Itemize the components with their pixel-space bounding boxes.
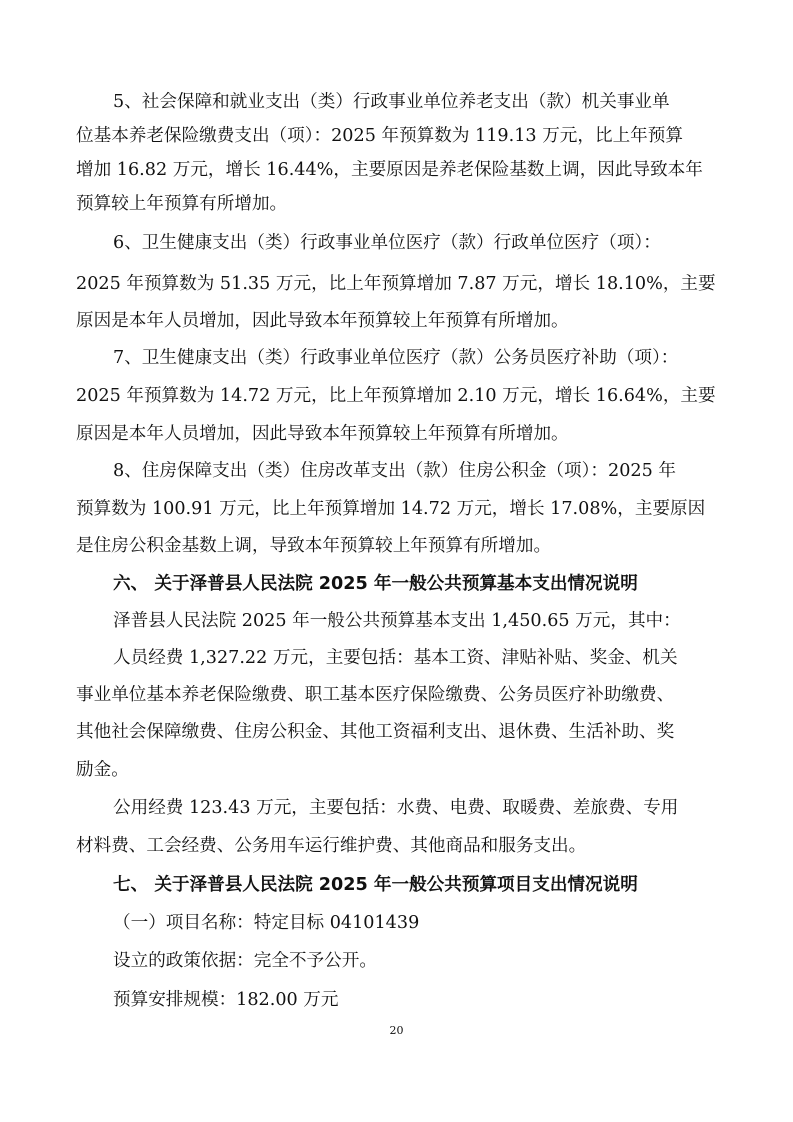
para-6-line-2: 2025 年预算数为 51.35 万元，比上年预算增加 7.87 万元，增长 18.10%，主要 bbox=[76, 274, 716, 294]
para-7-line-1: 7、卫生健康支出（类）行政事业单位医疗（款）公务员医疗补助（项）： bbox=[113, 348, 679, 368]
basic-expense-summary: 泽普县人民法院 2025 年一般公共预算基本支出 1,450.65 万元，其中： bbox=[113, 611, 681, 631]
para-8-line-1: 8、住房保障支出（类）住房改革支出（款）住房公积金（项）：2025 年 bbox=[113, 461, 676, 481]
section-6-heading: 六、 关于泽普县人民法院 2025 年一般公共预算基本支出情况说明 bbox=[113, 574, 638, 594]
para-8-line-3: 是住房公积金基数上调，导致本年预算较上年预算有所增加。 bbox=[76, 536, 552, 556]
page-number: 20 bbox=[389, 1024, 404, 1037]
policy-basis: 设立的政策依据：完全不予公开。 bbox=[113, 951, 377, 971]
personnel-line-3: 其他社会保障缴费、住房公积金、其他工资福利支出、退休费、生活补助、奖 bbox=[76, 722, 675, 742]
para-5-line-3: 增加 16.82 万元，增长 16.44%，主要原因是养老保险基数上调，因此导致本年 bbox=[76, 160, 703, 180]
personnel-line-4: 励金。 bbox=[76, 760, 129, 780]
budget-scale: 预算安排规模：182.00 万元 bbox=[113, 990, 339, 1010]
para-6-line-3: 原因是本年人员增加，因此导致本年预算较上年预算有所增加。 bbox=[76, 311, 569, 331]
section-7-heading: 七、 关于泽普县人民法院 2025 年一般公共预算项目支出情况说明 bbox=[113, 875, 638, 895]
para-8-line-2: 预算数为 100.91 万元，比上年预算增加 14.72 万元，增长 17.08%，主要原因 bbox=[76, 499, 706, 519]
public-expense-line-2: 材料费、工会经费、公务用车运行维护费、其他商品和服务支出。 bbox=[76, 836, 587, 856]
personnel-line-2: 事业单位基本养老保险缴费、职工基本医疗保险缴费、公务员医疗补助缴费、 bbox=[76, 685, 675, 705]
para-5-line-2: 位基本养老保险缴费支出（项）：2025 年预算数为 119.13 万元，比上年预算 bbox=[76, 126, 683, 146]
personnel-line-1: 人员经费 1,327.22 万元，主要包括：基本工资、津贴补贴、奖金、机关 bbox=[113, 648, 678, 668]
para-5-line-1: 5、社会保障和就业支出（类）行政事业单位养老支出（款）机关事业单 bbox=[113, 92, 670, 112]
para-7-line-2: 2025 年预算数为 14.72 万元，比上年预算增加 2.10 万元，增长 16.64%，主要 bbox=[76, 386, 716, 406]
para-7-line-3: 原因是本年人员增加，因此导致本年预算较上年预算有所增加。 bbox=[76, 424, 569, 444]
para-6-line-1: 6、卫生健康支出（类）行政事业单位医疗（款）行政单位医疗（项）： bbox=[113, 233, 661, 253]
public-expense-line-1: 公用经费 123.43 万元，主要包括：水费、电费、取暖费、差旅费、专用 bbox=[113, 798, 679, 818]
project-name: （一）项目名称：特定目标 04101439 bbox=[113, 913, 420, 933]
para-5-line-4: 预算较上年预算有所增加。 bbox=[76, 194, 288, 214]
